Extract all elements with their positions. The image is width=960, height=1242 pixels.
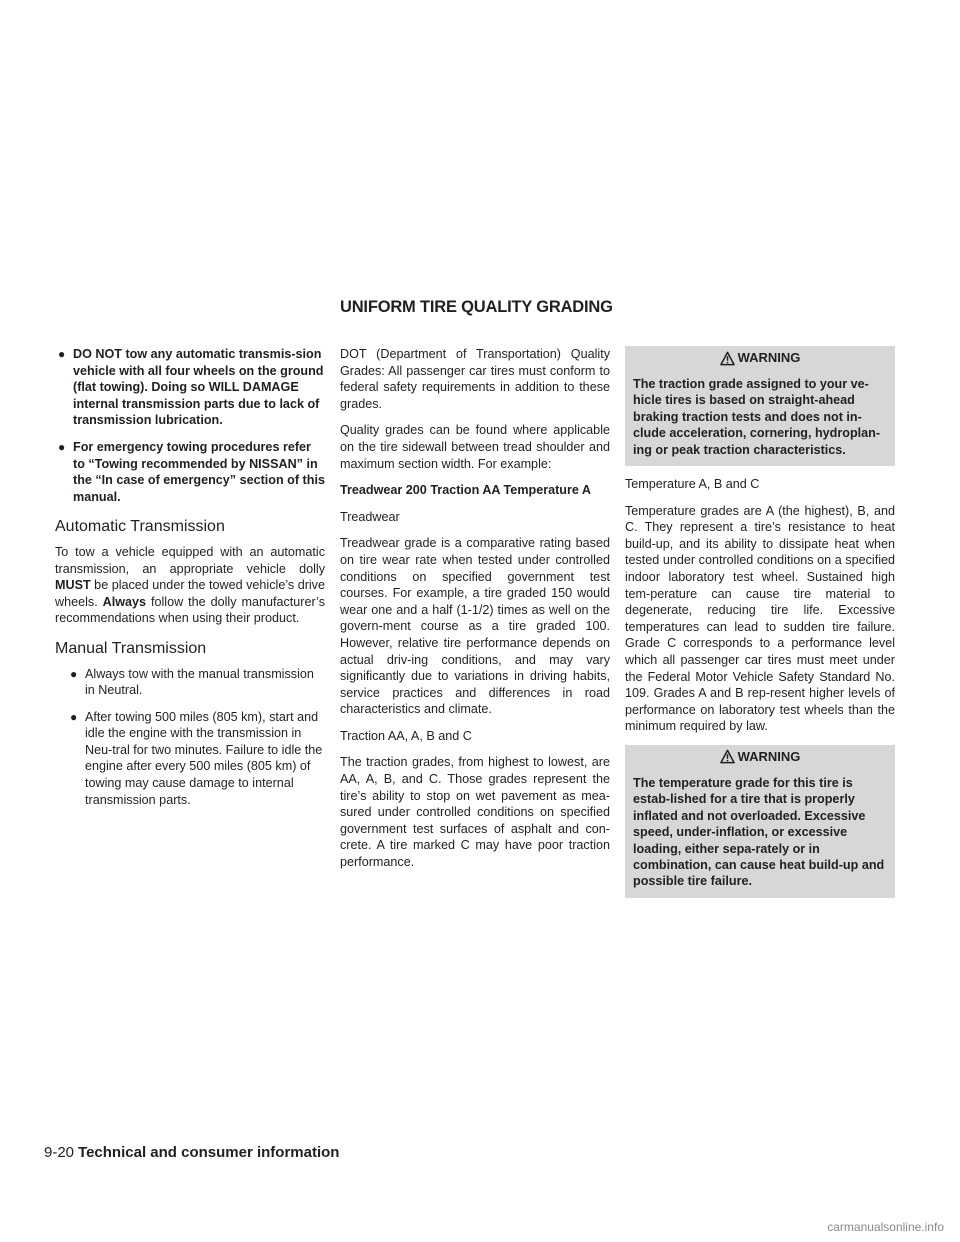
warning-header	[625, 745, 895, 769]
treadwear-heading: Treadwear	[340, 509, 400, 524]
temperature-warning-box	[625, 745, 895, 898]
warning-header	[625, 346, 895, 370]
temperature-heading: Temperature A, B and C	[625, 477, 760, 492]
chapter-title: Technical and consumer information	[78, 1144, 340, 1161]
column-right	[625, 346, 895, 908]
warning-icon	[720, 351, 735, 366]
list-item: ● DO NOT tow any automatic transmis-sion vehicle with all four wheels on the ground (flat towing). Doing so WILL DAMAGE internal transmission parts due to lack of transmission lubrication.	[58, 347, 324, 428]
bullet-icon: ●	[70, 666, 78, 681]
warning-label: WARNING	[737, 349, 801, 365]
traction-heading: Traction AA, A, B and C	[340, 728, 472, 743]
manual-transmission-list	[67, 666, 325, 809]
dot-quality-paragraph: DOT (Department of Transportation) Quality Grades: All passenger car tires must conform to federal safety requirements in addition to these grades.	[340, 347, 610, 411]
automatic-transmission-text: To tow a vehicle equipped with an automatic transmission, an appropriate vehicle dolly MUST be placed under the towed vehicle’s drive wheels. Always follow the dolly manufacturer’s recommendations when using their product.	[55, 544, 325, 626]
page-footer	[44, 1144, 339, 1161]
list-item: ● For emergency towing procedures refer to “Towing recommended by NISSAN” in the “In case of emergency” section of this manual.	[58, 439, 325, 504]
traction-paragraph: The traction grades, from highest to lowest, are AA, A, B, and C. Those grades represent the tire’s ability to stop on wet pavement as mea-sured under controlled conditions on specified government test surfaces of asphalt and con-crete. A tire marked C may have poor traction performance.	[340, 755, 610, 870]
automatic-transmission-heading: Automatic Transmission	[55, 518, 225, 536]
column-middle	[340, 346, 610, 881]
watermark: carmanualsonline.info	[827, 1220, 944, 1234]
manual-transmission-heading: Manual Transmission	[55, 639, 207, 657]
page-number: 9-20	[44, 1144, 75, 1161]
warning-label: WARNING	[737, 748, 801, 764]
treadwear-paragraph: Treadwear grade is a comparative rating based on tire wear rate when tested under controlled conditions on specified government test courses. For example, a tire graded 150 would wear one and a half (1-1/2) times as well on the govern-ment course as a tire graded 100. However, relative tire performance depends on actual driv-ing conditions, and may vary significantly due to variations in driving habits, service practices and differences in road characteristics and climate.	[340, 536, 610, 717]
section-title: UNIFORM TIRE QUALITY GRADING	[340, 298, 613, 316]
traction-warning-box	[625, 346, 895, 466]
warning-text: The temperature grade for this tire is estab-lished for a tire that is properly inflated and not overloaded. Excessive speed, under-inflation, or excessive loading, either sepa-rately or in combination, can cause heat build-up and possible tire failure.	[633, 775, 885, 889]
warning-text: The traction grade assigned to your ve-hicle tires is based on straight-ahead braking traction tests and does not in-clude acceleration, cornering, hydroplan-ing or peak traction characteristics.	[633, 377, 881, 457]
bullet-icon: ●	[58, 347, 66, 361]
temperature-paragraph: Temperature grades are A (the highest), B, and C. They represent a tire’s resistance to heat build-up, and its ability to dissipate heat when tested under controlled conditions on a specified indoor laboratory test wheel. Sustained high tem-perature can cause tire material to degenerate, reducing tire life. Excessive temperatures can lead to sudden tire failure. Grade C corresponds to a performance level which all passenger car tires must meet under the Federal Motor Vehicle Safety Standard No. 109. Grades A and B rep-resent higher levels of performance on laboratory test wheels than the minimum required by law.	[625, 503, 895, 734]
grade-example: Treadwear 200 Traction AA Temperature A	[340, 483, 592, 498]
list-item: ● Always tow with the manual transmission in Neutral.	[70, 666, 314, 698]
towing-warning-list	[55, 346, 325, 505]
warning-icon	[720, 749, 735, 764]
bullet-icon: ●	[58, 439, 66, 454]
bullet-icon: ●	[70, 709, 78, 724]
column-left	[55, 346, 325, 818]
list-item: ● After towing 500 miles (805 km), start and idle the engine with the transmission in Neu-tral for two minutes. Failure to idle the engine after every 500 miles (805 km) of towing may cause damage to internal transmission parts.	[70, 709, 323, 807]
quality-location-paragraph: Quality grades can be found where applicable on the tire sidewall between tread shoulder and maximum section width. For example:	[340, 423, 610, 471]
